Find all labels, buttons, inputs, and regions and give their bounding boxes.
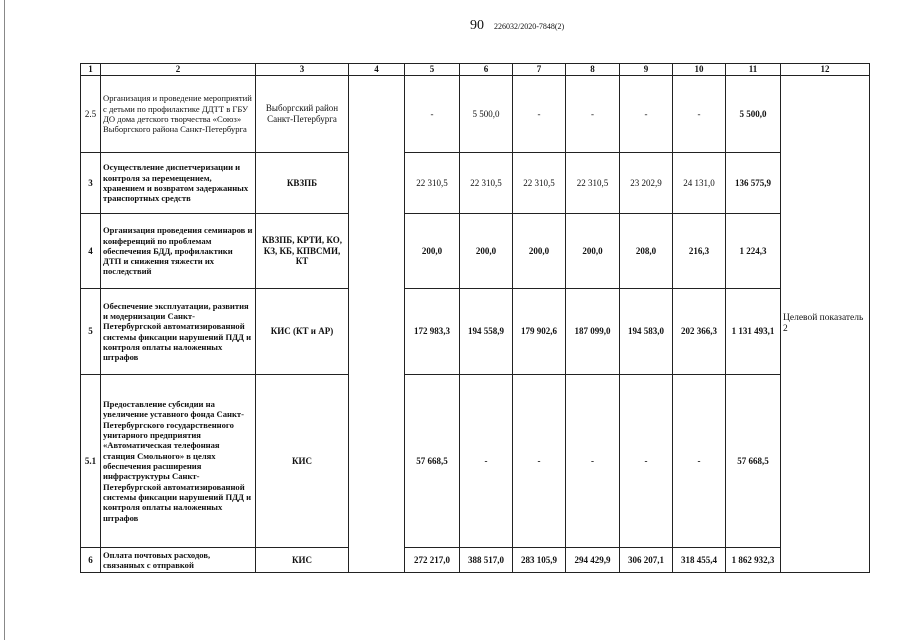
total-cell: 1 224,3 — [726, 214, 781, 289]
total-cell: 1 862 932,3 — [726, 548, 781, 573]
table-row — [81, 153, 870, 214]
table-row — [81, 548, 870, 573]
value-cell: - — [620, 375, 673, 548]
row-number: 3 — [81, 153, 101, 214]
row-name: Предоставление субсидии на увеличение уставного фонда Санкт-Петербургского государственного унитарного предприятия «Автоматическая телефонная станция Смольного» в целях обеспечения расширения инфраструктуры Санкт-Петербургской автоматизированной системы фиксации нарушений ПДД и контроля оплаты наложенных штрафов — [101, 375, 256, 548]
value-cell: - — [405, 76, 460, 153]
value-cell: 283 105,9 — [513, 548, 566, 573]
value-cell: - — [566, 76, 620, 153]
value-cell: 57 668,5 — [405, 375, 460, 548]
value-cell: 22 310,5 — [566, 153, 620, 214]
row-executor: Выборгский район Санкт-Петербурга — [256, 76, 349, 153]
value-cell: 22 310,5 — [513, 153, 566, 214]
row-name: Организация проведения семинаров и конференций по проблемам обеспечения БДД, профилактики ДТП и снижения тяжести их последствий — [101, 214, 256, 289]
value-cell: - — [513, 76, 566, 153]
value-cell: - — [460, 375, 513, 548]
row-executor: КВЗПБ — [256, 153, 349, 214]
total-cell: 136 575,9 — [726, 153, 781, 214]
row-executor: КИС — [256, 375, 349, 548]
column-number: 7 — [513, 64, 566, 76]
value-cell: - — [620, 76, 673, 153]
value-cell: 200,0 — [405, 214, 460, 289]
value-cell: 200,0 — [460, 214, 513, 289]
value-cell: 24 131,0 — [673, 153, 726, 214]
column-number: 6 — [460, 64, 513, 76]
row-number: 2.5 — [81, 76, 101, 153]
column-number: 2 — [101, 64, 256, 76]
total-cell: 1 131 493,1 — [726, 289, 781, 375]
row-executor: КИС — [256, 548, 349, 573]
value-cell: 294 429,9 — [566, 548, 620, 573]
column-number: 12 — [781, 64, 870, 76]
value-cell: 318 455,4 — [673, 548, 726, 573]
value-cell: 306 207,1 — [620, 548, 673, 573]
column-number: 3 — [256, 64, 349, 76]
table-row — [81, 289, 870, 375]
page-number: 90 — [470, 18, 484, 33]
row-number: 5 — [81, 289, 101, 375]
total-cell: 57 668,5 — [726, 375, 781, 548]
budget-table — [80, 63, 870, 573]
value-cell: 194 558,9 — [460, 289, 513, 375]
row-number: 4 — [81, 214, 101, 289]
target-indicator-note: Целевой показатель 2 — [781, 76, 870, 573]
column-number: 1 — [81, 64, 101, 76]
column-4-cell — [349, 76, 405, 573]
table-row — [81, 375, 870, 548]
row-executor: КВЗПБ, КРТИ, КО, КЗ, КБ, КПВСМИ, КТ — [256, 214, 349, 289]
value-cell: 5 500,0 — [460, 76, 513, 153]
column-number: 8 — [566, 64, 620, 76]
value-cell: 216,3 — [673, 214, 726, 289]
row-name: Оплата почтовых расходов, связанных с отправкой — [101, 548, 256, 573]
value-cell: 208,0 — [620, 214, 673, 289]
total-cell: 5 500,0 — [726, 76, 781, 153]
value-cell: 272 217,0 — [405, 548, 460, 573]
column-number-row — [81, 64, 870, 76]
value-cell: 23 202,9 — [620, 153, 673, 214]
value-cell: - — [673, 76, 726, 153]
value-cell: - — [513, 375, 566, 548]
table-row — [81, 76, 870, 153]
column-number: 11 — [726, 64, 781, 76]
value-cell: 172 983,3 — [405, 289, 460, 375]
row-executor: КИС (КТ и АР) — [256, 289, 349, 375]
column-number: 4 — [349, 64, 405, 76]
column-number: 10 — [673, 64, 726, 76]
row-name: Организация и проведение мероприятий с детьми по профилактике ДДТТ в ГБУ ДО дома детского творчества «Союз» Выборгского района Санкт-Петербурга — [101, 76, 256, 153]
value-cell: 202 366,3 — [673, 289, 726, 375]
table-row — [81, 214, 870, 289]
scan-edge-mark — [4, 0, 5, 640]
value-cell: - — [566, 375, 620, 548]
row-name: Обеспечение эксплуатации, развития и модернизации Санкт-Петербургской автоматизированной системы фиксации нарушений ПДД и контроля оплаты наложенных штрафов — [101, 289, 256, 375]
value-cell: 22 310,5 — [405, 153, 460, 214]
column-number: 5 — [405, 64, 460, 76]
value-cell: 200,0 — [566, 214, 620, 289]
row-name: Осуществление диспетчеризации и контроля за перемещением, хранением и возвратом задержанных транспортных средств — [101, 153, 256, 214]
row-number: 6 — [81, 548, 101, 573]
value-cell: 194 583,0 — [620, 289, 673, 375]
page-header — [470, 16, 564, 34]
value-cell: 200,0 — [513, 214, 566, 289]
value-cell: - — [673, 375, 726, 548]
value-cell: 187 099,0 — [566, 289, 620, 375]
row-number: 5.1 — [81, 375, 101, 548]
value-cell: 22 310,5 — [460, 153, 513, 214]
document-id: 226032/2020-7848(2) — [494, 22, 565, 31]
value-cell: 388 517,0 — [460, 548, 513, 573]
value-cell: 179 902,6 — [513, 289, 566, 375]
column-number: 9 — [620, 64, 673, 76]
